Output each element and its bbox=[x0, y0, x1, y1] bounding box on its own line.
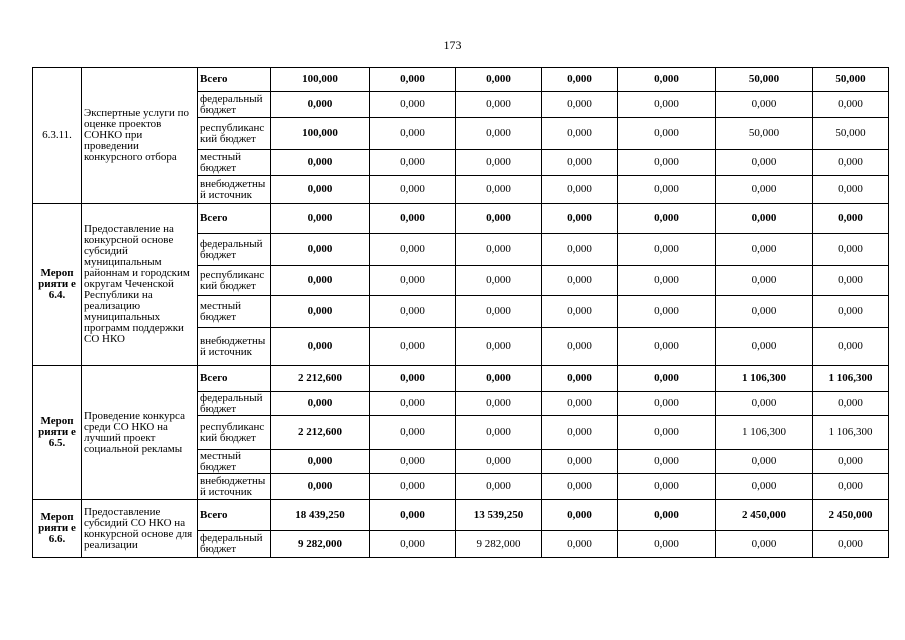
amount-cell: 0,000 bbox=[813, 296, 889, 328]
page-number: 173 bbox=[443, 38, 462, 52]
funding-source: местный бюджет bbox=[198, 450, 271, 474]
funding-source: республиканс кий бюджет bbox=[198, 266, 271, 296]
amount-cell: 0,000 bbox=[542, 328, 618, 366]
funding-source: Всего bbox=[198, 68, 271, 92]
funding-source: внебюджетны й источник bbox=[198, 328, 271, 366]
table-row bbox=[33, 366, 889, 392]
amount-cell: 0,000 bbox=[370, 474, 456, 500]
amount-cell: 0,000 bbox=[456, 150, 542, 176]
activity-name: Экспертные услуги по оценке проектов СОНКО при проведении конкурсного отбора bbox=[82, 68, 198, 204]
funding-source: республиканс кий бюджет bbox=[198, 118, 271, 150]
amount-cell: 0,000 bbox=[271, 150, 370, 176]
amount-cell: 0,000 bbox=[813, 234, 889, 266]
funding-source: республиканс кий бюджет bbox=[198, 416, 271, 450]
amount-cell: 0,000 bbox=[370, 416, 456, 450]
amount-cell: 0,000 bbox=[813, 150, 889, 176]
amount-cell: 0,000 bbox=[456, 92, 542, 118]
amount-cell: 0,000 bbox=[370, 266, 456, 296]
amount-cell: 0,000 bbox=[618, 176, 716, 204]
amount-cell: 0,000 bbox=[716, 450, 813, 474]
funding-source: федеральный бюджет bbox=[198, 234, 271, 266]
amount-cell: 0,000 bbox=[716, 392, 813, 416]
funding-source: Всего bbox=[198, 204, 271, 234]
amount-cell: 0,000 bbox=[618, 392, 716, 416]
amount-cell: 0,000 bbox=[456, 234, 542, 266]
amount-cell: 0,000 bbox=[618, 474, 716, 500]
amount-cell: 0,000 bbox=[618, 234, 716, 266]
amount-cell: 0,000 bbox=[542, 392, 618, 416]
amount-cell: 0,000 bbox=[542, 531, 618, 558]
amount-cell: 50,000 bbox=[813, 68, 889, 92]
amount-cell: 0,000 bbox=[618, 266, 716, 296]
activity-code: Мероп рияти е 6.6. bbox=[33, 500, 82, 558]
amount-cell: 9 282,000 bbox=[456, 531, 542, 558]
funding-source: федеральный бюджет bbox=[198, 531, 271, 558]
amount-cell: 0,000 bbox=[618, 328, 716, 366]
amount-cell: 0,000 bbox=[542, 266, 618, 296]
amount-cell: 0,000 bbox=[271, 474, 370, 500]
amount-cell: 0,000 bbox=[456, 296, 542, 328]
funding-source: Всего bbox=[198, 366, 271, 392]
amount-cell: 0,000 bbox=[271, 92, 370, 118]
amount-cell: 1 106,300 bbox=[716, 416, 813, 450]
funding-source: федеральный бюджет bbox=[198, 392, 271, 416]
amount-cell: 0,000 bbox=[813, 204, 889, 234]
amount-cell: 0,000 bbox=[618, 450, 716, 474]
table-row bbox=[33, 68, 889, 92]
amount-cell: 0,000 bbox=[456, 68, 542, 92]
amount-cell: 0,000 bbox=[370, 118, 456, 150]
amount-cell: 13 539,250 bbox=[456, 500, 542, 531]
amount-cell: 2 450,000 bbox=[716, 500, 813, 531]
amount-cell: 0,000 bbox=[813, 92, 889, 118]
amount-cell: 0,000 bbox=[542, 92, 618, 118]
amount-cell: 0,000 bbox=[716, 204, 813, 234]
funding-source: внебюджетны й источник bbox=[198, 474, 271, 500]
amount-cell: 0,000 bbox=[370, 392, 456, 416]
amount-cell: 50,000 bbox=[813, 118, 889, 150]
amount-cell: 0,000 bbox=[716, 176, 813, 204]
amount-cell: 0,000 bbox=[813, 266, 889, 296]
amount-cell: 2 212,600 bbox=[271, 416, 370, 450]
amount-cell: 0,000 bbox=[271, 266, 370, 296]
amount-cell: 0,000 bbox=[456, 328, 542, 366]
amount-cell: 0,000 bbox=[716, 328, 813, 366]
amount-cell: 1 106,300 bbox=[716, 366, 813, 392]
amount-cell: 0,000 bbox=[456, 366, 542, 392]
amount-cell: 0,000 bbox=[370, 234, 456, 266]
amount-cell: 0,000 bbox=[542, 234, 618, 266]
amount-cell: 0,000 bbox=[618, 366, 716, 392]
amount-cell: 0,000 bbox=[370, 92, 456, 118]
amount-cell: 9 282,000 bbox=[271, 531, 370, 558]
amount-cell: 0,000 bbox=[456, 204, 542, 234]
amount-cell: 0,000 bbox=[370, 68, 456, 92]
amount-cell: 0,000 bbox=[370, 500, 456, 531]
amount-cell: 0,000 bbox=[618, 92, 716, 118]
amount-cell: 0,000 bbox=[370, 366, 456, 392]
amount-cell: 0,000 bbox=[542, 204, 618, 234]
amount-cell: 0,000 bbox=[456, 266, 542, 296]
amount-cell: 0,000 bbox=[542, 296, 618, 328]
amount-cell: 0,000 bbox=[716, 531, 813, 558]
amount-cell: 0,000 bbox=[456, 416, 542, 450]
amount-cell: 0,000 bbox=[716, 474, 813, 500]
amount-cell: 0,000 bbox=[618, 500, 716, 531]
amount-cell: 0,000 bbox=[271, 296, 370, 328]
amount-cell: 2 212,600 bbox=[271, 366, 370, 392]
amount-cell: 0,000 bbox=[456, 474, 542, 500]
budget-table bbox=[32, 67, 889, 558]
amount-cell: 0,000 bbox=[271, 176, 370, 204]
amount-cell: 0,000 bbox=[618, 68, 716, 92]
amount-cell: 0,000 bbox=[542, 366, 618, 392]
funding-source: местный бюджет bbox=[198, 150, 271, 176]
amount-cell: 0,000 bbox=[370, 328, 456, 366]
amount-cell: 0,000 bbox=[618, 296, 716, 328]
amount-cell: 0,000 bbox=[813, 328, 889, 366]
amount-cell: 0,000 bbox=[542, 450, 618, 474]
amount-cell: 0,000 bbox=[542, 150, 618, 176]
amount-cell: 0,000 bbox=[542, 176, 618, 204]
activity-code: Мероп рияти е 6.5. bbox=[33, 366, 82, 500]
amount-cell: 0,000 bbox=[271, 234, 370, 266]
amount-cell: 0,000 bbox=[542, 474, 618, 500]
table-row bbox=[33, 500, 889, 531]
activity-name: Предоставление субсидий СО НКО на конкурсной основе для реализации bbox=[82, 500, 198, 558]
amount-cell: 0,000 bbox=[618, 204, 716, 234]
amount-cell: 0,000 bbox=[813, 392, 889, 416]
amount-cell: 0,000 bbox=[716, 234, 813, 266]
amount-cell: 0,000 bbox=[716, 150, 813, 176]
amount-cell: 0,000 bbox=[456, 118, 542, 150]
amount-cell: 0,000 bbox=[618, 118, 716, 150]
amount-cell: 0,000 bbox=[716, 266, 813, 296]
activity-name: Проведение конкурса среди СО НКО на лучший проект социальной рекламы bbox=[82, 366, 198, 500]
amount-cell: 100,000 bbox=[271, 118, 370, 150]
amount-cell: 0,000 bbox=[716, 296, 813, 328]
amount-cell: 0,000 bbox=[271, 450, 370, 474]
amount-cell: 100,000 bbox=[271, 68, 370, 92]
amount-cell: 0,000 bbox=[271, 328, 370, 366]
amount-cell: 0,000 bbox=[456, 176, 542, 204]
amount-cell: 0,000 bbox=[370, 296, 456, 328]
amount-cell: 1 106,300 bbox=[813, 366, 889, 392]
amount-cell: 0,000 bbox=[716, 92, 813, 118]
funding-source: внебюджетны й источник bbox=[198, 176, 271, 204]
activity-code: Мероп рияти е 6.4. bbox=[33, 204, 82, 366]
amount-cell: 0,000 bbox=[542, 118, 618, 150]
amount-cell: 0,000 bbox=[271, 392, 370, 416]
amount-cell: 0,000 bbox=[618, 150, 716, 176]
amount-cell: 0,000 bbox=[271, 204, 370, 234]
activity-code: 6.3.11. bbox=[33, 68, 82, 204]
funding-source: местный бюджет bbox=[198, 296, 271, 328]
amount-cell: 0,000 bbox=[370, 204, 456, 234]
amount-cell: 0,000 bbox=[542, 68, 618, 92]
table-row bbox=[33, 204, 889, 234]
amount-cell: 0,000 bbox=[370, 450, 456, 474]
amount-cell: 0,000 bbox=[542, 500, 618, 531]
amount-cell: 0,000 bbox=[813, 474, 889, 500]
activity-name: Предоставление на конкурсной основе субсидий муниципальным районнам и городским округам Чеченской Республики на реализацию муниципальных программ поддержки СО НКО bbox=[82, 204, 198, 366]
amount-cell: 0,000 bbox=[813, 531, 889, 558]
amount-cell: 0,000 bbox=[618, 416, 716, 450]
amount-cell: 50,000 bbox=[716, 68, 813, 92]
funding-source: Всего bbox=[198, 500, 271, 531]
amount-cell: 0,000 bbox=[542, 416, 618, 450]
amount-cell: 0,000 bbox=[618, 531, 716, 558]
amount-cell: 0,000 bbox=[456, 450, 542, 474]
amount-cell: 0,000 bbox=[813, 176, 889, 204]
amount-cell: 0,000 bbox=[813, 450, 889, 474]
amount-cell: 1 106,300 bbox=[813, 416, 889, 450]
amount-cell: 0,000 bbox=[456, 392, 542, 416]
funding-source: федеральный бюджет bbox=[198, 92, 271, 118]
amount-cell: 18 439,250 bbox=[271, 500, 370, 531]
amount-cell: 0,000 bbox=[370, 150, 456, 176]
amount-cell: 50,000 bbox=[716, 118, 813, 150]
amount-cell: 0,000 bbox=[370, 176, 456, 204]
amount-cell: 2 450,000 bbox=[813, 500, 889, 531]
amount-cell: 0,000 bbox=[370, 531, 456, 558]
